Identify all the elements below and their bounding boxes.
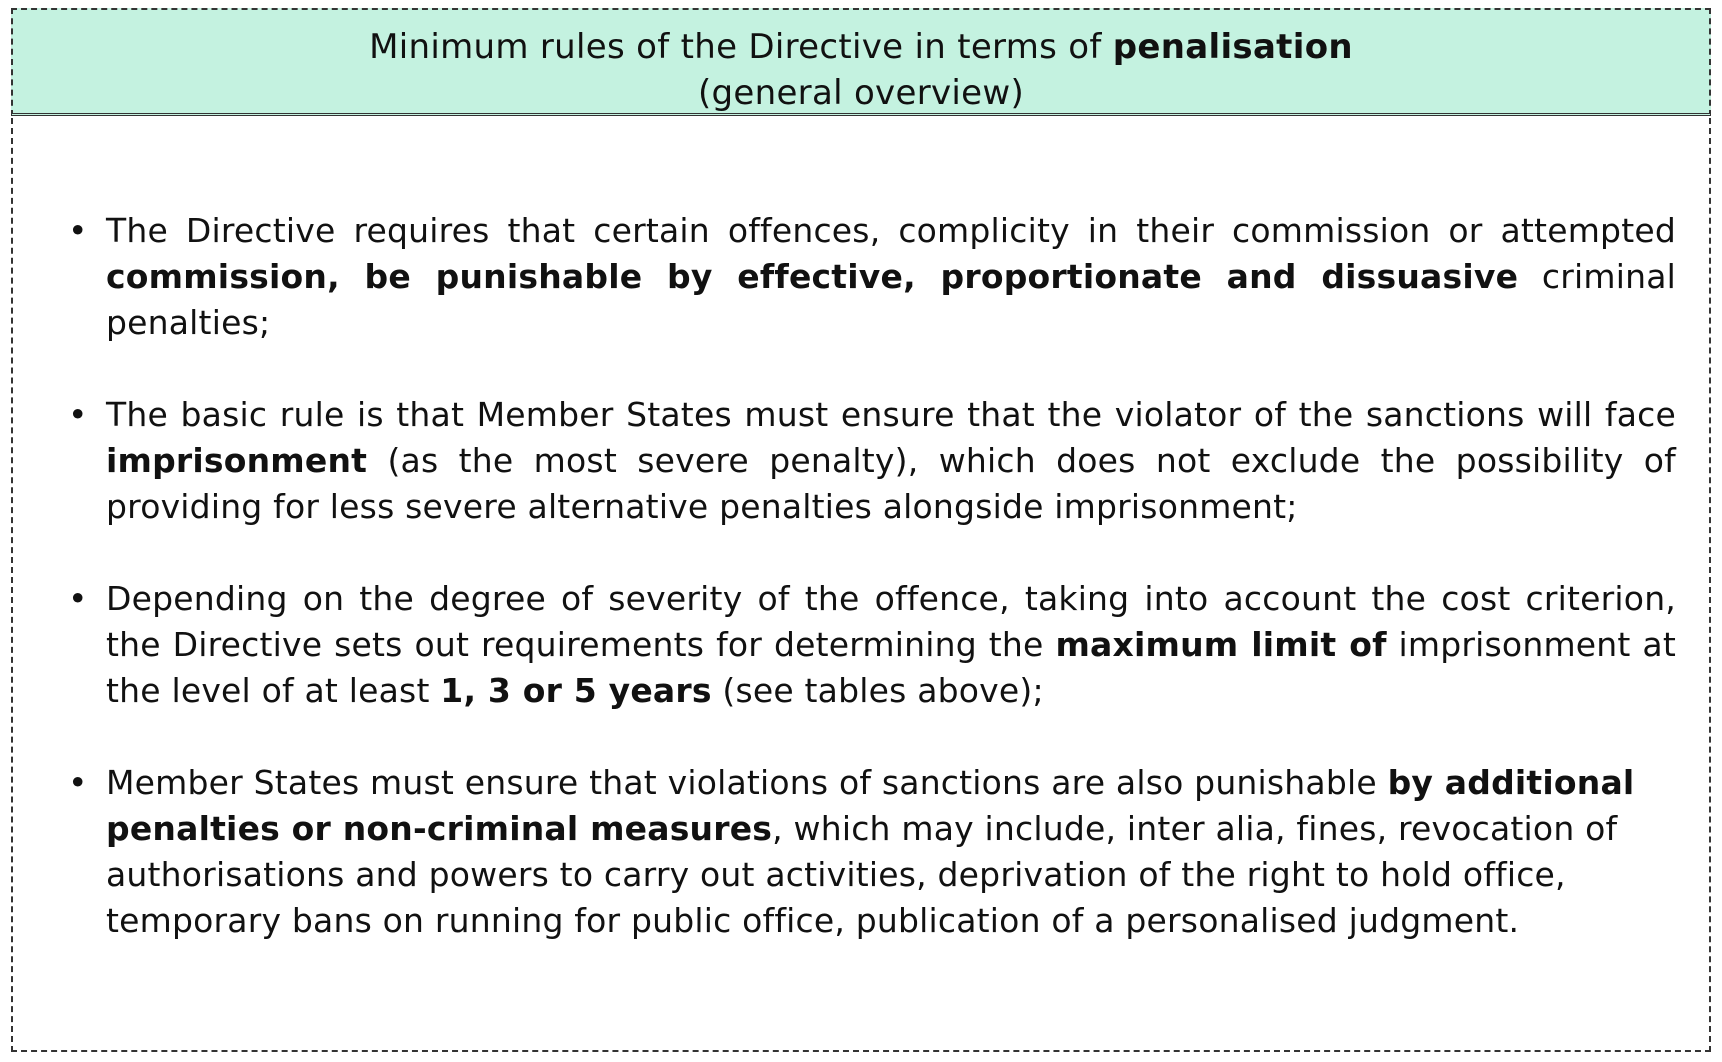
- bullet-text: The Directive requires that certain offences, complicity in their commission or attempted: [106, 211, 1676, 250]
- bullet-text-bold: commission, be punishable by effective, proportionate and dissuasive: [106, 257, 1519, 296]
- bullet-item: [68, 208, 1677, 346]
- bullet-text-bold: maximum limit of: [1055, 625, 1387, 664]
- bullet-item: [68, 760, 1676, 944]
- bullet-list: [13, 208, 1713, 990]
- bullet-dot: •: [68, 395, 88, 434]
- bullet-text-bold: imprisonment: [106, 441, 368, 480]
- header-box: [11, 8, 1711, 116]
- body-box: [11, 118, 1711, 1052]
- header-title: [13, 24, 1709, 70]
- header-title-bold: penalisation: [1112, 27, 1353, 67]
- bullet-text: imprisonment at the level of at least: [106, 625, 1676, 710]
- bullet-dot: •: [68, 763, 88, 802]
- bullet-text: , which may include, inter alia, fines, revocation of authorisations and powers to carry out activities, deprivation of the right to hold office, temporary bans on running for public office, publication of a personalised judgment.: [106, 809, 1618, 940]
- bullet-text-bold: 1, 3 or 5 years: [440, 671, 712, 710]
- header-subtitle: (general overview): [697, 73, 1025, 113]
- bullet-text: The basic rule is that Member States must ensure that the violator of the sanctions will face: [106, 395, 1676, 434]
- bullet-text-bold: by additional penalties or non-criminal measures: [106, 763, 1635, 848]
- bullet-dot: •: [68, 211, 88, 250]
- bullet-item: [68, 392, 1676, 530]
- bullet-text: (as the most severe penalty), which does not exclude the possibility of providing for less severe alternative penalties alongside imprisonment;: [106, 441, 1676, 526]
- bullet-item: [68, 576, 1676, 714]
- bullet-dot: •: [68, 579, 88, 618]
- bullet-text: Member States must ensure that violations of sanctions are also punishable: [106, 763, 1388, 802]
- bullet-text: criminal penalties;: [106, 257, 1677, 342]
- bullet-text: Depending on the degree of severity of the offence, taking into account the cost criterion, the Directive sets out requirements for determining the: [106, 579, 1676, 664]
- bullet-text: (see tables above);: [711, 671, 1044, 710]
- header-title-prefix: Minimum rules of the Directive in terms of: [369, 27, 1113, 67]
